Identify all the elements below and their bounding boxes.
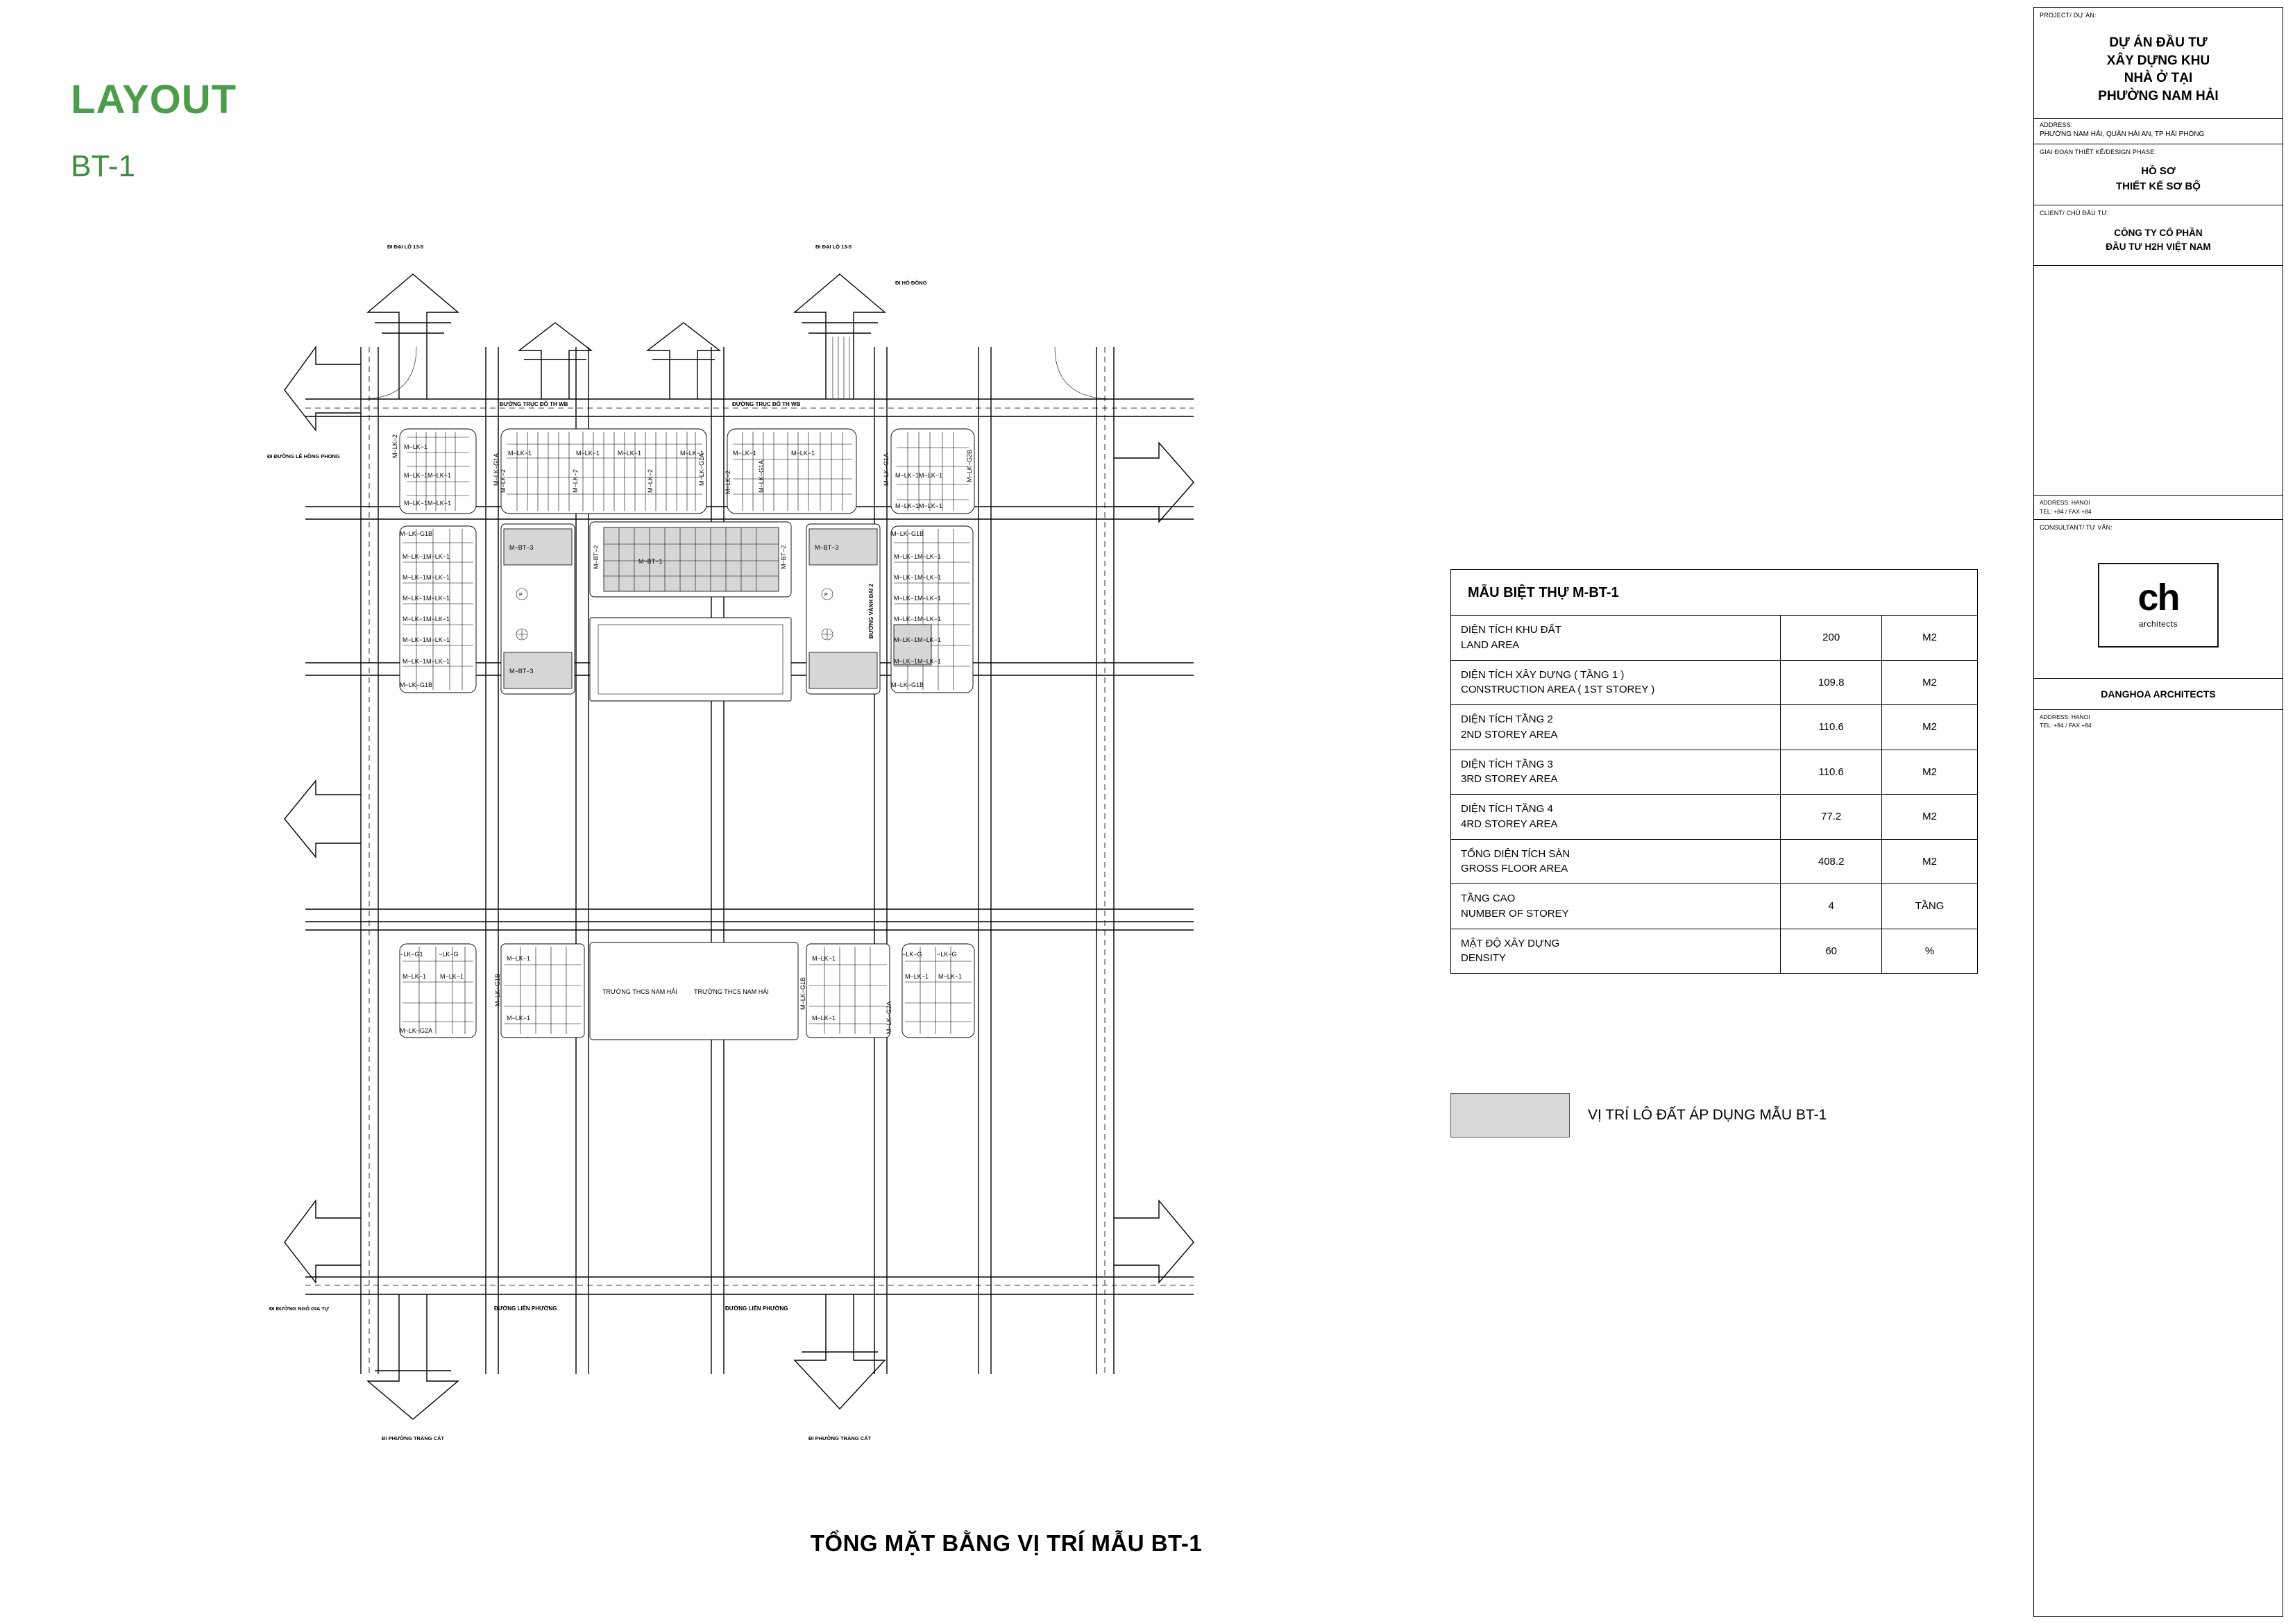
svg-text:M−LK−1M−LK−1: M−LK−1M−LK−1 bbox=[894, 574, 942, 581]
project-name: DỰ ÁN ĐẦU TƯ XÂY DỰNG KHU NHÀ Ở TẠI PHƯỜNG NAM HẢI bbox=[2034, 23, 2283, 119]
spec-row-label: DIỆN TÍCH XÂY DỰNG ( TẦNG 1 ) CONSTRUCTION AREA ( 1ST STOREY ) bbox=[1451, 660, 1781, 705]
page-title: LAYOUT bbox=[71, 77, 237, 122]
spec-row bbox=[1451, 929, 1977, 973]
svg-text:ĐI PHƯỜNG TRÀNG CÁT: ĐI PHƯỜNG TRÀNG CÁT bbox=[808, 1435, 872, 1441]
address-label: ADDRESS: bbox=[2040, 121, 2073, 128]
spec-row bbox=[1451, 616, 1977, 660]
svg-text:ĐI ĐẠI LỘ 13-5: ĐI ĐẠI LỘ 13-5 bbox=[387, 244, 424, 250]
svg-text:M−LK−1: M−LK−1 bbox=[812, 1015, 836, 1022]
spec-row-unit: M2 bbox=[1882, 750, 1977, 795]
svg-text:M−LK−G1B: M−LK−G1B bbox=[799, 976, 806, 1010]
client-address: ADDRESS: HANOI TEL: +84 / FAX +84 bbox=[2034, 496, 2283, 520]
spec-row-unit: M2 bbox=[1882, 705, 1977, 750]
spec-row-unit: M2 bbox=[1882, 660, 1977, 705]
direction-labels bbox=[267, 244, 927, 1441]
svg-text:M−BT−3: M−BT−3 bbox=[509, 544, 534, 551]
svg-text:M−LK−1M−LK−1: M−LK−1M−LK−1 bbox=[895, 502, 943, 509]
svg-text:−LK−G1: −LK−G1 bbox=[400, 951, 423, 958]
svg-text:M−LK−1: M−LK−1 bbox=[404, 443, 428, 450]
svg-text:M−LK−1M−LK−1: M−LK−1M−LK−1 bbox=[894, 636, 942, 643]
svg-text:M−LK−G1A: M−LK−G1A bbox=[883, 452, 890, 486]
svg-text:M−LK−1: M−LK−1 bbox=[938, 973, 963, 980]
svg-text:M−LK−1M−LK−1: M−LK−1M−LK−1 bbox=[403, 574, 450, 581]
svg-text:ĐI PHƯỜNG TRÀNG CÁT: ĐI PHƯỜNG TRÀNG CÁT bbox=[382, 1435, 445, 1441]
svg-text:M−LK−1M−LK−1: M−LK−1M−LK−1 bbox=[403, 616, 450, 623]
svg-text:M−BT−2: M−BT−2 bbox=[780, 545, 787, 569]
svg-text:ĐI ĐẠI LỘ 13-5: ĐI ĐẠI LỘ 13-5 bbox=[815, 244, 852, 250]
spec-row-label: DIỆN TÍCH TẦNG 3 3RD STOREY AREA bbox=[1451, 750, 1781, 795]
svg-text:M−LK−1M−LK−1: M−LK−1M−LK−1 bbox=[403, 553, 450, 560]
svg-text:M−LK−1M−LK−1: M−LK−1M−LK−1 bbox=[403, 636, 450, 643]
site-plan-drawing bbox=[62, 208, 1534, 1527]
svg-text:TRƯỜNG THCS NAM HẢI: TRƯỜNG THCS NAM HẢI bbox=[602, 988, 677, 995]
svg-text:M−LK−G1A: M−LK−G1A bbox=[758, 459, 765, 493]
svg-text:M−LK−G1A: M−LK−G1A bbox=[493, 452, 500, 486]
svg-text:M−LK−1: M−LK−1 bbox=[812, 955, 836, 962]
svg-text:M−LK−1: M−LK−1 bbox=[733, 450, 757, 457]
svg-text:M−LK−G2B: M−LK−G2B bbox=[966, 449, 973, 482]
project-address bbox=[2034, 119, 2283, 144]
client-value: CÔNG TY CỔ PHẦN ĐẦU TƯ H2H VIỆT NAM bbox=[2034, 217, 2283, 267]
title-block bbox=[2033, 7, 2283, 1617]
svg-text:M−LK−1: M−LK−1 bbox=[507, 955, 531, 962]
client-label: CLIENT/ CHỦ ĐẦU TƯ: bbox=[2040, 209, 2109, 217]
svg-text:M−LK−1M−LK−1: M−LK−1M−LK−1 bbox=[894, 553, 942, 560]
svg-text:M−LK−1M−LK−1: M−LK−1M−LK−1 bbox=[403, 658, 450, 665]
consultant-address: ADDRESS: HANOI TEL: +84 / FAX +84 bbox=[2040, 713, 2092, 729]
spec-row bbox=[1451, 660, 1977, 705]
page-subtitle: BT-1 bbox=[71, 149, 135, 183]
spec-row-value: 408.2 bbox=[1781, 839, 1882, 884]
spec-table bbox=[1450, 569, 1978, 974]
svg-text:−LK−G: −LK−G bbox=[937, 951, 957, 958]
spec-row bbox=[1451, 795, 1977, 840]
svg-text:P: P bbox=[519, 593, 523, 598]
svg-text:M−LK−1M−LK−1: M−LK−1M−LK−1 bbox=[404, 472, 452, 479]
svg-text:M−LK−1M−LK−1: M−LK−1M−LK−1 bbox=[404, 500, 452, 507]
svg-text:M−LK−2: M−LK−2 bbox=[500, 468, 507, 493]
logo-subtext: architects bbox=[2138, 618, 2178, 629]
svg-text:M−LK−1: M−LK−1 bbox=[618, 450, 642, 457]
spec-row-label: DIỆN TÍCH KHU ĐẤT LAND AREA bbox=[1451, 616, 1781, 660]
svg-text:ĐƯỜNG LIÊN PHƯỜNG: ĐƯỜNG LIÊN PHƯỜNG bbox=[725, 1305, 788, 1312]
svg-text:M−LK−1: M−LK−1 bbox=[905, 973, 929, 980]
spec-row bbox=[1451, 839, 1977, 884]
spec-row-value: 110.6 bbox=[1781, 750, 1882, 795]
svg-text:ĐI ĐƯỜNG NGÔ GIA TỰ: ĐI ĐƯỜNG NGÔ GIA TỰ bbox=[269, 1305, 330, 1312]
svg-text:M−LK−G1B: M−LK−G1B bbox=[400, 682, 433, 688]
consultant-label: CONSULTANT/ TƯ VẤN: bbox=[2040, 523, 2112, 531]
svg-text:M−LK−G2A: M−LK−G2A bbox=[400, 1027, 433, 1034]
svg-text:M−BT−3: M−BT−3 bbox=[509, 668, 534, 675]
svg-text:M−LK−1: M−LK−1 bbox=[508, 450, 532, 457]
svg-text:M−LK−1: M−LK−1 bbox=[680, 450, 704, 457]
svg-text:M−LK−1M−LK−1: M−LK−1M−LK−1 bbox=[894, 658, 942, 665]
spec-row-label: DIỆN TÍCH TẦNG 4 4RD STOREY AREA bbox=[1451, 795, 1781, 840]
svg-text:M−LK−G1B: M−LK−G1B bbox=[494, 973, 501, 1006]
project-label: PROJECT/ DỰ ÁN: bbox=[2040, 12, 2097, 19]
svg-text:M−LK−2: M−LK−2 bbox=[391, 434, 398, 458]
svg-text:M−LK−1M−LK−1: M−LK−1M−LK−1 bbox=[894, 595, 942, 602]
svg-text:ĐƯỜNG TRỤC ĐÔ TH WB: ĐƯỜNG TRỤC ĐÔ TH WB bbox=[732, 401, 801, 407]
svg-text:M−LK−1: M−LK−1 bbox=[576, 450, 600, 457]
svg-text:ĐƯỜNG VÀNH ĐAI 2: ĐƯỜNG VÀNH ĐAI 2 bbox=[868, 584, 874, 638]
consultant-name: DANGHOA ARCHITECTS bbox=[2034, 679, 2283, 710]
spec-row-label: MẬT ĐỘ XÂY DỰNG DENSITY bbox=[1451, 929, 1781, 973]
drawing-caption: TỔNG MẶT BẰNG VỊ TRÍ MẪU BT-1 bbox=[810, 1530, 1203, 1556]
svg-text:M−LK−1M−LK−1: M−LK−1M−LK−1 bbox=[403, 595, 450, 602]
spec-row-unit: M2 bbox=[1922, 632, 1937, 644]
spec-row bbox=[1451, 884, 1977, 929]
svg-text:M−LK−1: M−LK−1 bbox=[403, 973, 427, 980]
svg-text:ĐI ĐƯỜNG LÊ HỒNG PHONG: ĐI ĐƯỜNG LÊ HỒNG PHONG bbox=[267, 453, 340, 459]
svg-text:M−LK−1: M−LK−1 bbox=[791, 450, 815, 457]
logo-text: ch bbox=[2137, 577, 2179, 619]
spec-row-value: 110.6 bbox=[1781, 705, 1882, 750]
svg-text:M−LK−1M−LK−1: M−LK−1M−LK−1 bbox=[894, 616, 942, 623]
titleblock-spacer bbox=[2034, 266, 2283, 496]
spec-row-label: TỔNG DIỆN TÍCH SÀN GROSS FLOOR AREA bbox=[1451, 839, 1781, 884]
svg-text:P: P bbox=[824, 593, 828, 598]
svg-text:M−BT−2: M−BT−2 bbox=[593, 545, 600, 569]
svg-text:M−LK−2: M−LK−2 bbox=[572, 468, 579, 493]
spec-row-unit: M2 bbox=[1882, 795, 1977, 840]
svg-text:M−LK−1: M−LK−1 bbox=[440, 973, 464, 980]
spec-row bbox=[1451, 705, 1977, 750]
legend-swatch bbox=[1450, 1093, 1570, 1137]
phase-label: GIAI ĐOẠN THIẾT KẾ/DESIGN PHASE: bbox=[2040, 148, 2157, 155]
svg-text:ĐƯỜNG TRỤC ĐÔ TH WB: ĐƯỜNG TRỤC ĐÔ TH WB bbox=[500, 401, 568, 407]
svg-text:ĐƯỜNG LIÊN PHƯỜNG: ĐƯỜNG LIÊN PHƯỜNG bbox=[494, 1305, 557, 1312]
spec-row-value: 109.8 bbox=[1781, 660, 1882, 705]
svg-text:M−LK−2: M−LK−2 bbox=[647, 468, 654, 493]
spec-row-unit: % bbox=[1882, 929, 1977, 973]
svg-text:TRƯỜNG THCS NAM HẢI: TRƯỜNG THCS NAM HẢI bbox=[694, 988, 769, 995]
svg-text:M−BT−3: M−BT−3 bbox=[815, 544, 839, 551]
svg-text:M−LK−1M−LK−1: M−LK−1M−LK−1 bbox=[895, 472, 943, 479]
svg-text:M−LK−1: M−LK−1 bbox=[507, 1015, 531, 1022]
spec-row-value: 4 bbox=[1781, 884, 1882, 929]
spec-row-unit: TẦNG bbox=[1882, 884, 1977, 929]
svg-text:M−LK−G2A: M−LK−G2A bbox=[886, 1001, 892, 1034]
svg-text:−LK−G: −LK−G bbox=[902, 951, 922, 958]
svg-text:M−LK−G1B: M−LK−G1B bbox=[891, 530, 924, 537]
spec-row-value: 60 bbox=[1781, 929, 1882, 973]
svg-text:M−LK−G1B: M−LK−G1B bbox=[891, 682, 924, 688]
spec-row-value: 77.2 bbox=[1781, 795, 1882, 840]
svg-text:−LK−G: −LK−G bbox=[439, 951, 459, 958]
svg-text:M−BT−1: M−BT−1 bbox=[638, 558, 663, 565]
svg-text:M−LK−G1B: M−LK−G1B bbox=[400, 530, 433, 537]
legend bbox=[1450, 1093, 1827, 1137]
spec-row-label: TẦNG CAO NUMBER OF STOREY bbox=[1451, 884, 1781, 929]
svg-text:M−LK−G1A: M−LK−G1A bbox=[698, 452, 705, 486]
legend-label: VỊ TRÍ LÔ ĐẤT ÁP DỤNG MẪU BT-1 bbox=[1588, 1107, 1827, 1123]
spec-table-title: MẪU BIỆT THỰ M-BT-1 bbox=[1451, 570, 1977, 616]
consultant-logo bbox=[2034, 532, 2283, 679]
svg-text:ĐI HỒ ĐÔNG: ĐI HỒ ĐÔNG bbox=[895, 280, 927, 286]
spec-row-unit: M2 bbox=[1882, 839, 1977, 884]
spec-row-label: DIỆN TÍCH TẦNG 2 2ND STOREY AREA bbox=[1451, 705, 1781, 750]
phase-value: HỒ SƠ THIẾT KẾ SƠ BỘ bbox=[2034, 155, 2283, 205]
spec-row bbox=[1451, 750, 1977, 795]
address-value: PHƯỜNG NAM HẢI, QUẬN HẢI AN, TP HẢI PHÒNG bbox=[2040, 130, 2205, 138]
svg-text:M−LK−2: M−LK−2 bbox=[725, 470, 731, 494]
spec-table-body bbox=[1451, 616, 1977, 973]
spec-row-value: 200 bbox=[1781, 616, 1882, 660]
